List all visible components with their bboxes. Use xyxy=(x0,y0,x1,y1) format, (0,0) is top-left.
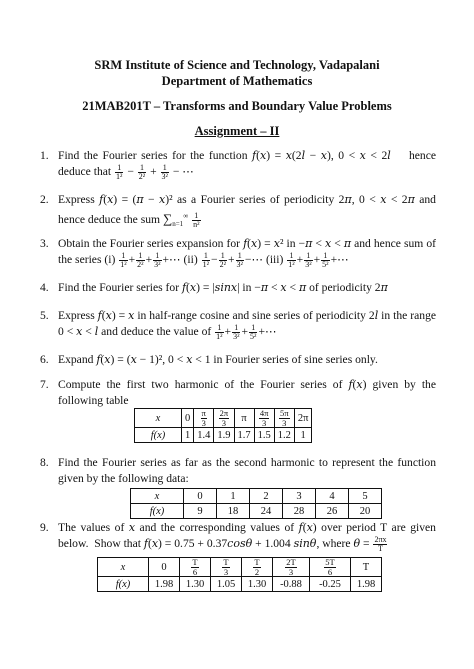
table-cell: 0 xyxy=(184,489,217,504)
assignment-heading: Assignment – II xyxy=(194,124,280,138)
question-text: Find the Fourier series for the function f(x) = x(2l − x), 0 < x < 2l hence deduce that $\frac{1}{\text{1²}}$ − $\frac{1}{\text{2²}}$ + $\frac{1}{\text{3²}}$ − ⋯ xyxy=(58,149,437,181)
table-cell: 4 xyxy=(316,489,349,504)
question-4 xyxy=(40,280,436,296)
table-cell: f(x) xyxy=(131,504,184,519)
table-cell: 1.05 xyxy=(211,577,242,592)
table-row xyxy=(131,489,382,504)
table-cell: 5 xyxy=(349,489,382,504)
table-cell: x xyxy=(98,558,149,577)
table-cell: $\frac{2\pi}{3}$ xyxy=(214,409,234,428)
table-cell: 1 xyxy=(294,428,312,443)
table-cell: $\frac{T}{3}$ xyxy=(211,558,242,577)
question-text: Compute the first two harmonic of the Fourier series of f(x) given by the following table xyxy=(58,378,436,407)
question-text: Find the Fourier series as far as the second harmonic to represent the function given by the following data: xyxy=(58,456,436,485)
table-cell: x xyxy=(131,489,184,504)
table-cell: T xyxy=(351,558,382,577)
table-cell: f(x) xyxy=(135,428,182,443)
question-number: 5. xyxy=(40,309,49,322)
question-8 xyxy=(40,455,436,487)
table-cell: 1.7 xyxy=(234,428,254,443)
question-number: 7. xyxy=(40,378,49,391)
data-table-q9 xyxy=(97,557,382,592)
question-9 xyxy=(40,520,436,553)
table-cell: 20 xyxy=(349,504,382,519)
question-number: 3. xyxy=(40,237,49,250)
question-6 xyxy=(40,352,436,368)
table-row xyxy=(135,428,312,443)
table-cell: $\frac{2T}{3}$ xyxy=(273,558,310,577)
question-number: 4. xyxy=(40,281,49,294)
table-row xyxy=(98,577,382,592)
table-cell: 1.4 xyxy=(194,428,214,443)
question-text: Expand f(x) = (x − 1)², 0 < x < 1 in Fourier series of sine series only. xyxy=(58,353,378,366)
table-cell: $\frac{5\pi}{3}$ xyxy=(274,409,294,428)
question-number: 1. xyxy=(40,149,49,162)
question-text: Express f(x) = (π − x)² as a Fourier series of periodicity 2π, 0 < x < 2π and hence deduce the sum $\sum_{n=1}^\infty$ $\frac{1}{\text{n²}}$ xyxy=(58,193,436,229)
table-cell: f(x) xyxy=(98,577,149,592)
question-text: Find the Fourier series for f(x) = |sinx| in −π < x < π of periodicity 2π xyxy=(58,281,388,294)
table-cell: 3 xyxy=(283,489,316,504)
question-number: 6. xyxy=(40,353,49,366)
table-cell: 0 xyxy=(182,409,194,428)
table-cell: 1 xyxy=(182,428,194,443)
table-cell: 18 xyxy=(217,504,250,519)
table-cell: $\frac{\pi}{3}$ xyxy=(194,409,214,428)
question-text: The values of x and the corresponding values of f(x) over period T are given below. Show that f(x) = 0.75 + 0.37cosθ + 1.004 sinθ, where θ = $\frac{2\pi x}{T}$ xyxy=(58,521,436,553)
table-cell: 1 xyxy=(217,489,250,504)
table-cell: -0.88 xyxy=(273,577,310,592)
table-row xyxy=(98,558,382,577)
table-cell: 1.98 xyxy=(351,577,382,592)
table-cell: 9 xyxy=(184,504,217,519)
table-cell: 1.30 xyxy=(180,577,211,592)
table-row xyxy=(131,504,382,519)
question-3 xyxy=(40,236,436,269)
table-cell: 1.30 xyxy=(242,577,273,592)
table-cell: 2 xyxy=(250,489,283,504)
table-cell: 1.9 xyxy=(214,428,234,443)
question-5 xyxy=(40,308,437,341)
data-table-q8 xyxy=(130,488,382,519)
table-cell: 28 xyxy=(283,504,316,519)
table-cell: π xyxy=(234,409,254,428)
question-2 xyxy=(40,192,436,232)
table-cell: $\frac{T}{2}$ xyxy=(242,558,273,577)
table-cell: $\frac{T}{6}$ xyxy=(180,558,211,577)
table-cell: $\frac{4\pi}{3}$ xyxy=(254,409,274,428)
department-name: Department of Mathematics xyxy=(161,74,313,88)
question-number: 2. xyxy=(40,193,49,206)
table-cell: 1.2 xyxy=(274,428,294,443)
institute-name: SRM Institute of Science and Technology, Vadapalani xyxy=(94,58,380,72)
data-table-q7 xyxy=(134,408,312,443)
question-text: Express f(x) = x in half-range cosine and sine series of periodicity 2l in the range 0 < x < l and deduce the value of $\frac{1}{\text{1²}}$ + $\frac{1}{\text{3²}}$ + $\frac{1}{\text{5²}}$ +⋯ xyxy=(58,309,437,341)
question-7 xyxy=(40,377,436,409)
table-cell: 26 xyxy=(316,504,349,519)
table-cell: 24 xyxy=(250,504,283,519)
table-cell: 1.98 xyxy=(149,577,180,592)
table-cell: 0 xyxy=(149,558,180,577)
table-row xyxy=(135,409,312,428)
table-cell: 2π xyxy=(294,409,312,428)
course-title: 21MAB201T – Transforms and Boundary Value Problems xyxy=(82,99,392,113)
table-cell: -0.25 xyxy=(310,577,351,592)
question-text: Obtain the Fourier series expansion for f(x) = x² in −π < x < π and hence sum of the series (i) $\frac{1}{\text{1²}}$ + $\frac{1}{\text{2²}}$ + $\frac{1}{\text{3²}}$ +⋯ (ii) $\frac{1}{\text{1²}}$ − $\frac{1}{\text{2²}}$ + $\frac{1}{\text{3²}}$ −⋯ (iii) $\frac{1}{\text{1²}}$ + $\frac{1}{\text{3²}}$ + $\frac{1}{\text{5²}}$ +⋯ xyxy=(58,237,436,269)
table-cell: x xyxy=(135,409,182,428)
table-cell: $\frac{5T}{6}$ xyxy=(310,558,351,577)
question-1 xyxy=(40,148,437,181)
question-number: 9. xyxy=(40,521,49,534)
table-cell: 1.5 xyxy=(254,428,274,443)
question-number: 8. xyxy=(40,456,49,469)
